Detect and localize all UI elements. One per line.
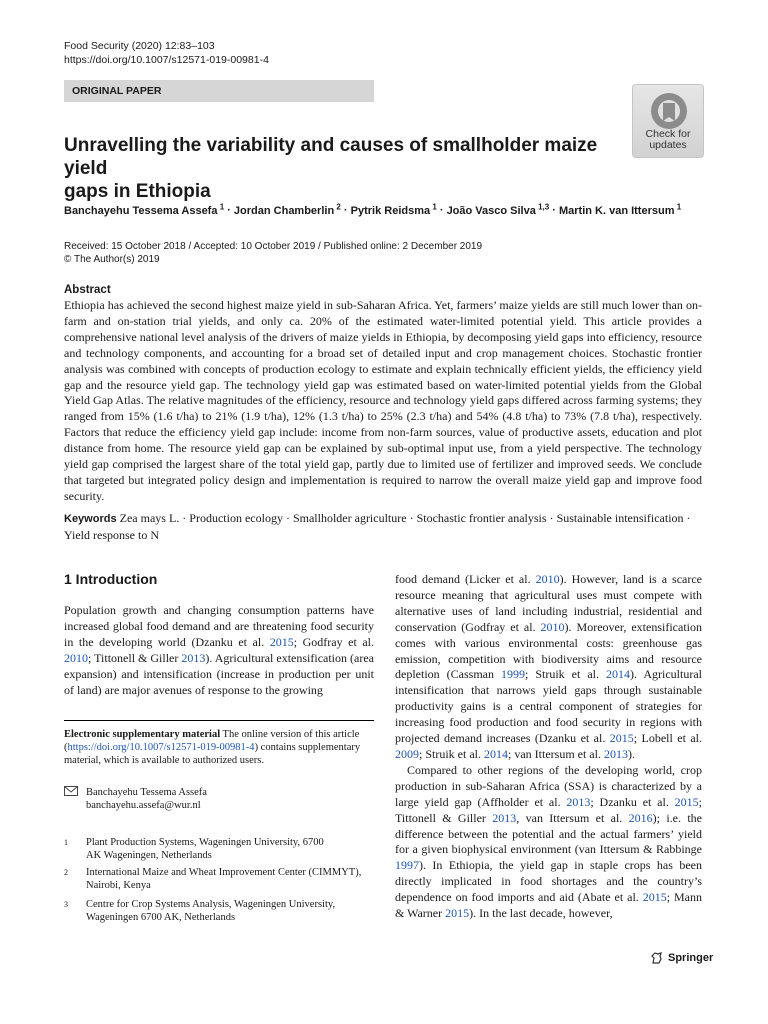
citation-link[interactable]: 2013: [181, 650, 206, 665]
title-line-1: Unravelling the variability and causes of smallholder maize yield: [64, 135, 598, 179]
author-name[interactable]: Pytrik Reidsma $^1$: [350, 202, 437, 217]
text-run: ).: [627, 746, 635, 761]
badge-line-1: Check for: [645, 128, 691, 140]
text-run: food demand (Licker et al.: [395, 572, 536, 586]
keyword-separator: ·: [179, 511, 190, 525]
affiliation-number: 3: [64, 900, 68, 909]
text-run: , van Ittersum et al.: [516, 810, 629, 825]
corresponding-author-name: Banchayehu Tessema Assefa: [86, 787, 207, 798]
keyword: Stochastic frontier analysis: [416, 511, 547, 525]
author-separator: ·: [549, 204, 559, 217]
citation-link[interactable]: 2015: [609, 731, 634, 746]
affiliation-1-line-1: Plant Production Systems, Wageningen University, 6700: [86, 837, 324, 848]
intro-paragraph-1: [64, 603, 374, 698]
text-run: ). In the last decade, however,: [469, 906, 613, 921]
citation-link[interactable]: 2015: [642, 890, 667, 905]
author-name[interactable]: Banchayehu Tessema Assefa $^1$: [64, 202, 225, 217]
springer-horse-icon: [650, 951, 664, 965]
author-separator: ·: [224, 204, 234, 217]
title-line-2: gaps in Ethiopia: [64, 181, 211, 202]
text-run: ; Dzanku et al.: [590, 794, 675, 809]
journal-citation: Food Security (2020) 12:83–103: [64, 40, 215, 52]
intro-paragraph-3: [395, 763, 702, 922]
author-name[interactable]: João Vasco Silva $^{1,3}$: [446, 202, 550, 217]
citation-link[interactable]: 2013: [603, 746, 628, 761]
author-affiliation-marker: 1: [674, 202, 682, 211]
text-run: ); i.e. the difference between the potential and the actual farmers’ yield for a given biophysical environment (van Ittersum & Rabbinge: [395, 810, 703, 857]
supplementary-material-note: [64, 728, 374, 767]
text-run: ; Struik et al.: [525, 667, 607, 682]
envelope-icon: [64, 786, 78, 799]
text-run: Population growth and changing consumption patterns have increased global food demand and are threatening food security in the developing world (Dzanku et al.: [64, 603, 374, 649]
citation-link[interactable]: 2013: [492, 810, 517, 825]
introduction-column-2: [395, 572, 702, 922]
badge-line-2: updates: [649, 139, 687, 151]
author-affiliation-marker: 1: [217, 202, 225, 211]
keyword-separator: ·: [282, 511, 293, 525]
article-type-banner: ORIGINAL PAPER: [64, 80, 374, 102]
text-run: Compared to other regions of the developing world, crop production in sub-Saharan Africa (SSA) is characterized by a large yield gap (Affholder et al.: [395, 762, 702, 809]
affiliation-3-line-1: Centre for Crop Systems Analysis, Wageningen University,: [86, 899, 336, 910]
citation-link[interactable]: 2010: [535, 572, 560, 586]
publication-dates: [64, 240, 724, 266]
intro-paragraph-2: [395, 572, 702, 763]
text-run: ; Lobell et al.: [633, 731, 702, 746]
esm-label: Electronic supplementary material: [64, 729, 221, 740]
affiliation-3: [86, 898, 335, 924]
esm-link[interactable]: https://doi.org/10.1007/s12571-019-00981-4: [67, 742, 255, 753]
author-separator: ·: [436, 204, 447, 217]
keyword: Production ecology: [189, 511, 283, 525]
publisher-logo: [650, 951, 713, 965]
citation-link[interactable]: 2015: [269, 634, 294, 649]
keyword: Sustainable intensification: [556, 511, 684, 525]
affiliation-2-line-1: International Maize and Wheat Improvement Center (CIMMYT),: [86, 867, 362, 878]
text-run: ; Tittonell & Giller: [395, 794, 702, 825]
keyword-separator: ·: [546, 511, 557, 525]
citation-link[interactable]: 2016: [628, 810, 653, 825]
citation-link[interactable]: 1999: [501, 667, 525, 682]
keywords-label: Keywords: [64, 513, 120, 525]
esm-text-before: The online version of this article (: [64, 729, 360, 753]
citation-link[interactable]: 2013: [566, 794, 591, 809]
text-run: ; Godfray et al.: [293, 634, 374, 649]
author-name[interactable]: Jordan Chamberlin $^2$: [233, 202, 341, 217]
citation-link[interactable]: 2015: [445, 906, 470, 921]
abstract-heading: Abstract: [64, 284, 111, 296]
corresponding-author: [86, 786, 207, 812]
affiliation-number: 1: [64, 838, 68, 847]
keyword: Smallholder agriculture: [292, 511, 407, 525]
author-list: [64, 202, 724, 217]
text-run: ). Agricultural extensification (area expansion) and intensification (increase in production per unit of land) are major avenues of response to the growing: [64, 650, 374, 697]
author-separator: ·: [340, 204, 351, 217]
keyword: Yield response to N: [64, 527, 159, 542]
check-for-updates-badge[interactable]: [632, 84, 704, 158]
doi-link[interactable]: https://doi.org/10.1007/s12571-019-00981-4: [64, 54, 269, 66]
text-run: ; Mann & Warner: [395, 890, 702, 921]
introduction-column-1: [64, 603, 374, 698]
section-heading-introduction: 1 Introduction: [64, 571, 158, 587]
text-run: ). In Ethiopia, the yield gap in staple crops has been directly implicated in food shortages and the country’s dependence on food imports and aid (Abate et al.: [395, 858, 702, 905]
publisher-name: Springer: [668, 952, 714, 964]
affiliation-number: 2: [64, 868, 68, 877]
copyright-line: [64, 253, 724, 266]
citation-link[interactable]: 2014: [606, 667, 631, 682]
keyword-separator: ·: [683, 511, 691, 525]
text-run: ). However, land is a scarce resource meaning that agricultural uses must compete with alternative uses of land including industrial, residential and conservation (Godfray et al.: [395, 572, 702, 634]
text-run: ; Struik et al.: [419, 746, 484, 761]
article-title: [64, 134, 624, 203]
citation-link[interactable]: 2015: [674, 794, 699, 809]
keywords: [64, 511, 704, 543]
text-run: ). Agricultural intensification that narrows yield gaps through sustainable productivity gains is a central component of strategies for increasing food production and food security in regions with projected demand increases (Dzanku et al.: [395, 667, 703, 746]
affiliation-2: [86, 866, 361, 892]
copyright-text: The Author(s) 2019: [73, 254, 160, 265]
abstract-text: Ethiopia has achieved the second highest maize yield in sub-Saharan Africa. Yet, farmers’ maize yields are still much lower than on-farm and on-station trial yields, and only ca. 20% of the estimated water-limited potential yield. This article provides a comprehensive national level analysis of the drivers of maize yields in Ethiopia, by decomposing yield gaps into efficiency, resource and technology components, and accounting for a broad set of detailed input and crop management choices. Stochastic frontier analysis was combined with concepts of production ecology to estimate and explain technically efficient yields, the efficiency yield gap and the resource yield gap. The technology yield gap was estimated based on water-limited potential yields from the Global Yield Gap Atlas. The relative magnitudes of the efficiency, resource and technology yield gaps differed across farming systems; they ranged from 15% (1.6 t/ha) to 21% (1.9 t/ha), 12% (1.3 t/ha) to 25% (2.3 t/ha) and 54% (4.8 t/ha) to 73% (7.8 t/ha), respectively. Factors that reduce the efficiency yield gap include: income from non-farm sources, value of productive assets, education and plot distance from home. The resource yield gap can be explained by sub-optimal input use, from a yield perspective. The technology yield gap comprised the largest share of the total yield gap, partly due to limited use of fertilizer and improved seeds. We conclude that targeted but integrated policy design and implementation is required to narrow the overall maize yield gap and improve food security.: [64, 298, 702, 503]
author-affiliation-marker: 1,3: [535, 202, 550, 211]
author-name[interactable]: Martin K. van Ittersum $^1$: [558, 202, 682, 217]
keyword-separator: ·: [406, 511, 417, 525]
dates-line: Received: 15 October 2018 / Accepted: 10 October 2019 / Published online: 2 December 2019: [64, 241, 483, 252]
footnote-divider: [64, 720, 374, 721]
keyword: Zea mays L.: [119, 511, 180, 525]
text-run: ; van Ittersum et al.: [508, 746, 604, 761]
citation-link[interactable]: 2010: [64, 650, 88, 665]
affiliation-2-line-2: Nairobi, Kenya: [86, 880, 151, 891]
copyright-icon: ©: [64, 254, 72, 265]
check-for-updates-icon: [649, 91, 689, 131]
author-affiliation-marker: 1: [430, 202, 437, 211]
citation-link[interactable]: 2009: [395, 746, 419, 761]
citation-link[interactable]: 2014: [484, 746, 508, 761]
affiliation-3-line-2: Wageningen 6700 AK, Netherlands: [86, 912, 236, 923]
citation-link[interactable]: 2010: [540, 619, 565, 634]
text-run: ; Tittonell & Giller: [88, 650, 182, 665]
author-affiliation-marker: 2: [334, 202, 341, 211]
citation-link[interactable]: 1997: [395, 858, 419, 873]
text-run: ). Moreover, extensification comes with various environmental costs: greenhouse gas emission, competition with biodiversity aims and resource depletion (Cassman: [395, 619, 702, 682]
affiliation-1-line-2: AK Wageningen, Netherlands: [86, 850, 212, 861]
esm-text-after: ) contains supplementary material, which is available to authorized users.: [64, 742, 361, 766]
affiliation-1: [86, 836, 324, 862]
corresponding-author-email[interactable]: banchayehu.assefa@wur.nl: [86, 800, 201, 811]
